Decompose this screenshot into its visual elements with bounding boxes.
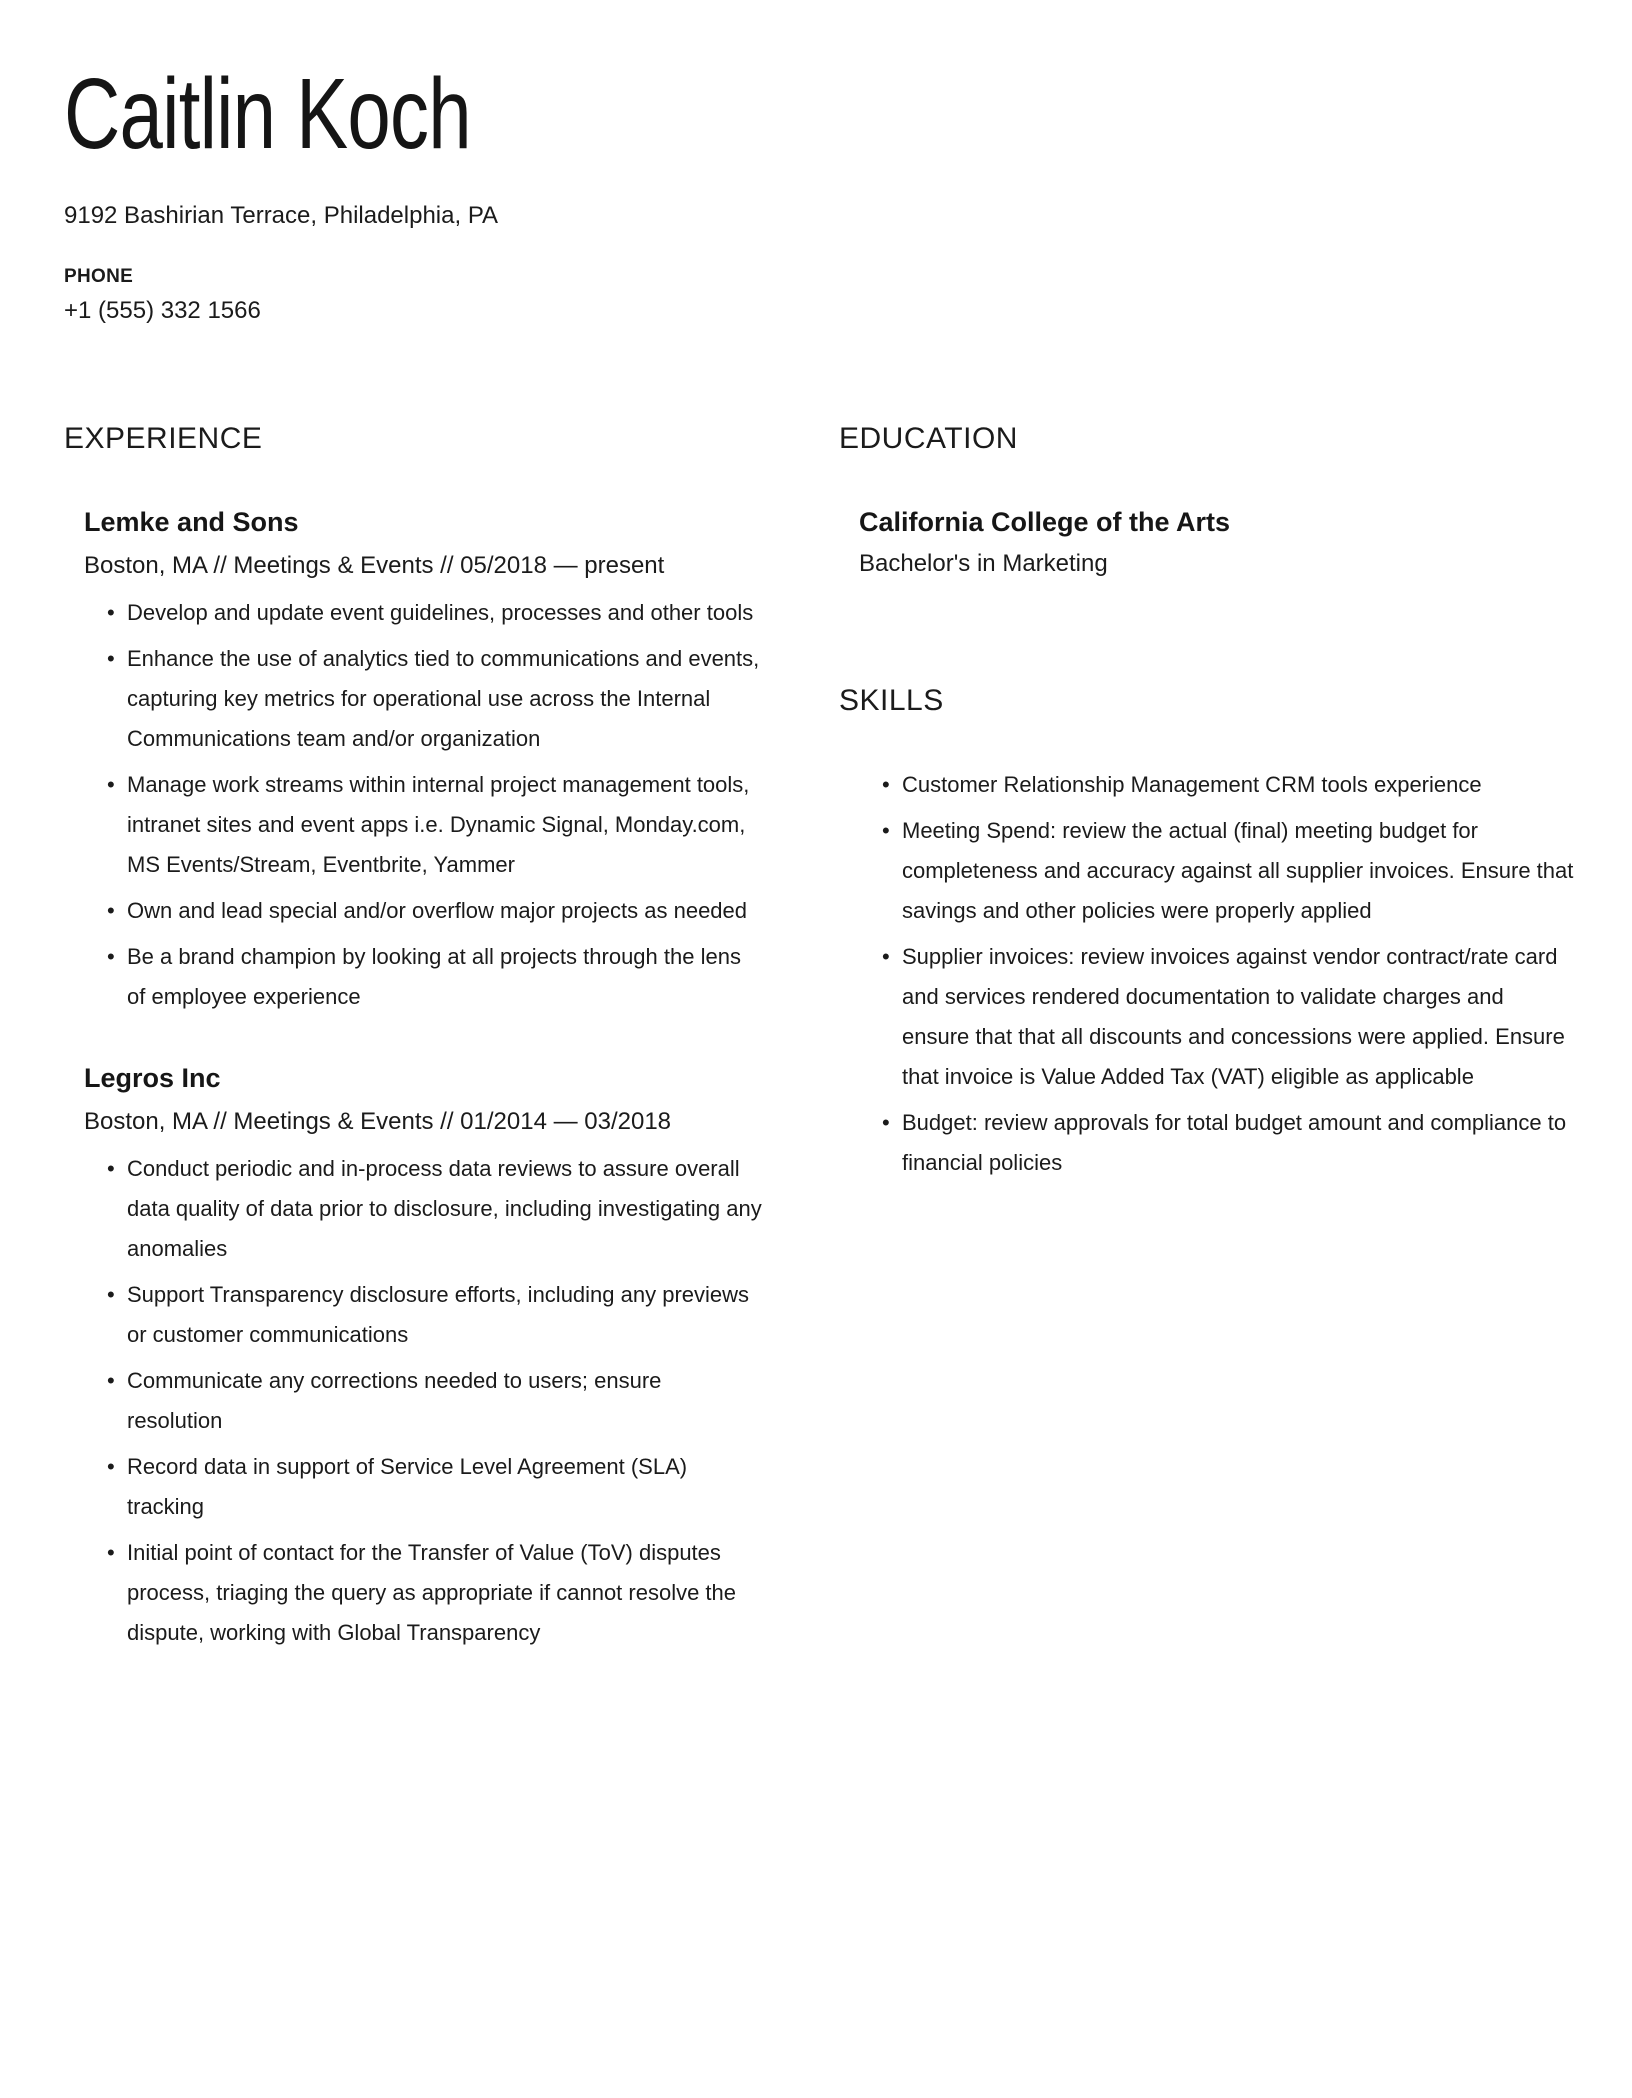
job-entry-lemke: [64, 505, 760, 1017]
skill-item: • Meeting Spend: review the actual (final) meeting budget for completeness and accuracy against all supplier invoices. Ensure that savings and other policies were properly applied: [882, 811, 1577, 931]
education-section: [839, 421, 1539, 579]
phone-label: PHONE: [64, 266, 134, 287]
skill-item: • Budget: review approvals for total budget amount and compliance to financial policies: [882, 1103, 1577, 1183]
job-bullet: • Initial point of contact for the Transfer of Value (ToV) disputes process, triaging the query as appropriate if cannot resolve the dispute, working with Global Transparency: [107, 1533, 762, 1653]
company-name: Legros Inc: [84, 1063, 221, 1093]
job-bullet: • Manage work streams within internal project management tools, intranet sites and event apps i.e. Dynamic Signal, Monday.com, MS Events/Stream, Eventbrite, Yammer: [107, 765, 762, 885]
job-bullet: • Record data in support of Service Level Agreement (SLA) tracking: [107, 1447, 762, 1527]
resume-body: [64, 421, 1574, 1659]
education-heading: EDUCATION: [839, 422, 1018, 455]
skills-section: [839, 683, 1574, 1183]
job-bullet: • Conduct periodic and in-process data reviews to assure overall data quality of data prior to disclosure, including investigating any anomalies: [107, 1149, 762, 1269]
phone-number: +1 (555) 332 1566: [64, 297, 261, 324]
job-bullet-list: [84, 593, 762, 1017]
job-bullet: • Enhance the use of analytics tied to communications and events, capturing key metrics for operational use across the Internal Communications team and/or organization: [107, 639, 762, 759]
job-bullet: • Own and lead special and/or overflow major projects as needed: [107, 891, 762, 931]
degree-name: Bachelor's in Marketing: [859, 550, 1108, 577]
candidate-name: Caitlin Koch: [64, 58, 471, 170]
candidate-address: 9192 Bashirian Terrace, Philadelphia, PA: [64, 202, 499, 229]
job-bullet-list: [84, 1149, 762, 1653]
job-meta: Boston, MA // Meetings & Events // 01/2014 — 03/2018: [84, 1108, 672, 1135]
skills-heading: SKILLS: [839, 684, 944, 717]
experience-heading: EXPERIENCE: [64, 422, 263, 455]
school-name: California College of the Arts: [859, 507, 1231, 537]
resume-right-column: [839, 421, 1574, 1659]
skills-list: [839, 765, 1577, 1183]
education-entry: [839, 505, 1539, 579]
experience-section: [64, 421, 762, 1659]
skill-item: • Supplier invoices: review invoices against vendor contract/rate card and services rendered documentation to validate charges and ensure that that all discounts and concessions were applied. Ensure that invoice is Value Added Tax (VAT) eligible as applicable: [882, 937, 1577, 1097]
job-entry-legros: [64, 1061, 762, 1653]
company-name: Lemke and Sons: [84, 507, 299, 537]
job-bullet: • Be a brand champion by looking at all projects through the lens of employee experience: [107, 937, 762, 1017]
job-meta: Boston, MA // Meetings & Events // 05/2018 — present: [84, 552, 665, 579]
skill-item: • Customer Relationship Management CRM tools experience: [882, 765, 1577, 805]
job-bullet: • Develop and update event guidelines, processes and other tools: [107, 593, 762, 633]
resume-header: [64, 58, 1574, 326]
job-bullet: • Communicate any corrections needed to users; ensure resolution: [107, 1361, 762, 1441]
job-bullet: • Support Transparency disclosure efforts, including any previews or customer communications: [107, 1275, 762, 1355]
